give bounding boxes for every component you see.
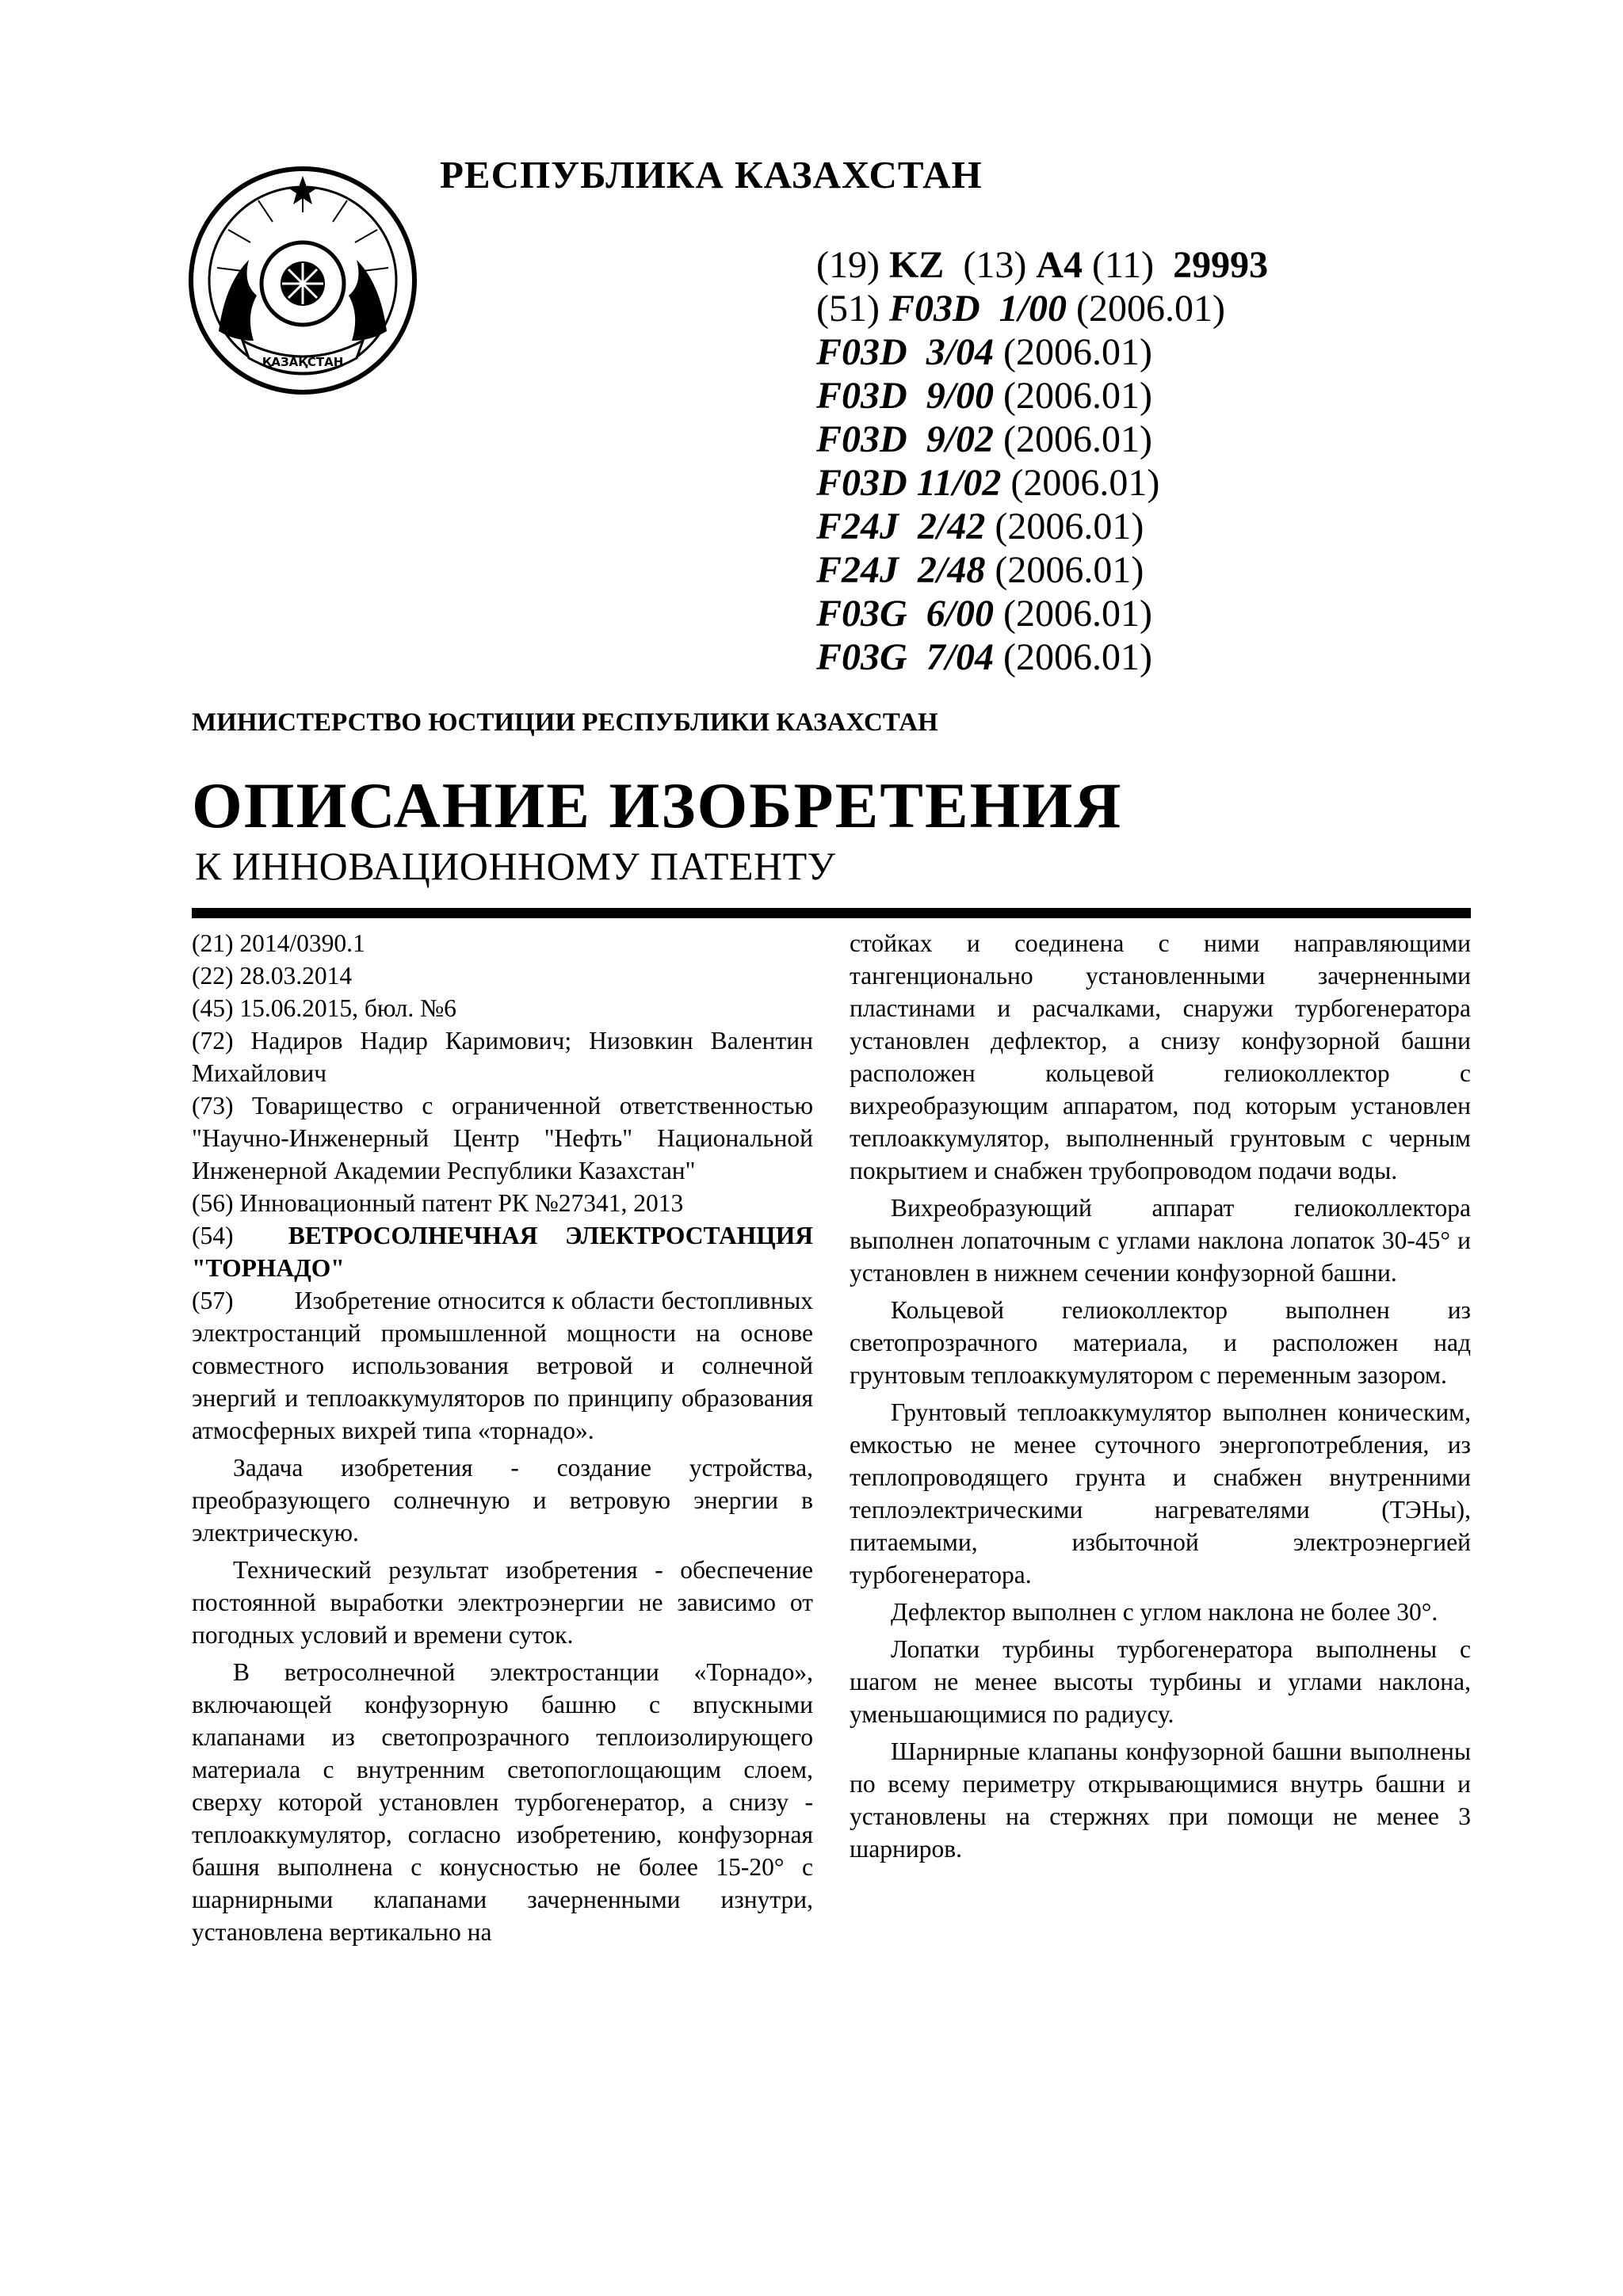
paragraph: В ветросолнечной электростанции «Торнадо», включающей конфузорную башню с впускными клапанами из светопрозрачного теплоизолирующего материала с внутренним светопоглощающим слоем, сверху которой установлен турбогенератор, а снизу - теплоаккумулятор, согласно изобретению, конфузорная башня выполнена с конусностью не более 15-20° с шарнирными клапанами зачерненными изнутри, установлена вертикально на: [192, 1658, 813, 1946]
field-22: (22) 28.03.2014: [192, 962, 353, 990]
document-title: ОПИСАНИЕ ИЗОБРЕТЕНИЯ: [192, 769, 1123, 841]
ipc-version: (2006.01): [1003, 375, 1152, 417]
kind-code: A4: [1036, 244, 1083, 286]
country-title: РЕСПУБЛИКА КАЗАХСТАН: [440, 153, 983, 196]
ipc-group: 9/00: [926, 375, 995, 417]
ipc-group: 2/48: [918, 549, 986, 591]
code-11: (11): [1091, 244, 1155, 286]
paragraph: Грунтовый теплоаккумулятор выполнен коническим, емкостью не менее суточного энергопотребления, из теплопроводящего грунта и снабжен внутренними теплоэлектрическими нагревателями (ТЭНы), питаемыми, избыточной электроэнергией турбогенератора.: [850, 1398, 1471, 1589]
country-code: KZ: [888, 244, 945, 286]
ipc-group: 2/42: [918, 505, 986, 547]
left-column: [192, 927, 813, 1948]
document-subtitle: К ИННОВАЦИОННОМУ ПАТЕНТУ: [195, 844, 836, 888]
invention-title: ВЕТРОСОЛНЕЧНАЯ ЭЛЕКТРОСТАНЦИЯ "ТОРНАДО": [192, 1222, 814, 1282]
ipc-line: [816, 635, 1268, 679]
ipc-group: 7/04: [926, 636, 995, 678]
field-73: (73) Товарищество с ограниченной ответственностью "Научно-Инженерный Центр "Нефть" Национальной Инженерной Академии Республики Казахстан": [192, 1092, 813, 1184]
patent-number: 29993: [1173, 244, 1269, 286]
paragraph: Вихреобразующий аппарат гелиоколлектора выполнен лопаточным с углами наклона лопаток 30-45° и установлен в нижнем сечении конфузорной башни.: [850, 1194, 1471, 1287]
ipc-version: (2006.01): [1076, 288, 1225, 330]
field-56: (56) Инновационный патент РК №27341, 2013: [192, 1189, 684, 1217]
ipc-class: F03G: [816, 593, 907, 635]
ipc-group: 1/00: [999, 288, 1067, 330]
emblem-banner-text: ҚАЗАҚСТАН: [262, 355, 344, 369]
ipc-group: 11/02: [916, 462, 1002, 504]
ipc-version: (2006.01): [1003, 418, 1152, 460]
ipc-version: (2006.01): [995, 549, 1144, 591]
ipc-line: [816, 374, 1268, 418]
field-72: (72) Надиров Надир Каримович; Низовкин Валентин Михайлович: [192, 1027, 813, 1087]
paragraph: Кольцевой гелиоколлектор выполнен из светопрозрачного материала, и расположен над грунтовым теплоаккумулятором с переменным зазором.: [850, 1296, 1471, 1389]
ipc-class: F03D: [816, 331, 907, 373]
ipc-line: [816, 592, 1268, 635]
ipc-class: F24J: [816, 549, 899, 591]
paragraph: Технический результат изобретения - обеспечение постоянной выработки электроэнергии не зависимо от погодных условий и времени суток.: [192, 1556, 813, 1649]
ipc-version: (2006.01): [1003, 331, 1152, 373]
field-21: (21) 2014/0390.1: [192, 929, 365, 957]
ipc-class: F03D: [816, 462, 907, 504]
state-emblem-icon: [187, 165, 418, 396]
paragraph: Дефлектор выполнен с углом наклона не более 30°.: [891, 1598, 1438, 1626]
ipc-class: F03D: [816, 375, 907, 417]
ipc-group: 6/00: [926, 593, 995, 635]
header-rule: [192, 908, 1471, 918]
paragraph: Шарнирные клапаны конфузорной башни выполнены по всему периметру открывающимися внутрь башни и установлены на стержнях при помощи не менее 3 шарниров.: [850, 1737, 1471, 1863]
field-54: [192, 1219, 813, 1284]
codes-line-1: [816, 243, 1268, 287]
ipc-class: F03G: [816, 636, 907, 678]
patent-codes: [816, 243, 1268, 679]
code-51: (51): [816, 288, 880, 330]
ipc-class: F03D: [888, 288, 980, 330]
field-57: [192, 1284, 813, 1447]
ipc-line: [816, 461, 1268, 505]
code-13: (13): [963, 244, 1027, 286]
abstract-intro: Изобретение относится к области бестопливных электростанций промышленной мощности на основе совместного использования ветровой и солнечной энергий и теплоаккумуляторов по принципу образования атмосферных вихрей типа «торнадо».: [192, 1287, 813, 1444]
ipc-version: (2006.01): [1010, 462, 1160, 504]
field-45: (45) 15.06.2015, бюл. №6: [192, 994, 456, 1022]
code-19: (19): [816, 244, 880, 286]
field-57-code: (57): [192, 1287, 234, 1314]
ipc-line: [816, 548, 1268, 592]
ipc-version: (2006.01): [995, 505, 1144, 547]
ipc-line: [816, 330, 1268, 374]
paragraph: стойках и соединена с ними направляющими тангенционально установленными зачерненными пластинами и расчалками, снаружи турбогенератора установлен дефлектор, а снизу конфузорной башни расположен кольцевой гелиоколлектор с вихреобразующим аппаратом, под которым установлен теплоаккумулятор, выполненный грунтовым с черным покрытием и снабжен трубопроводом подачи воды.: [850, 929, 1471, 1184]
field-54-code: (54): [192, 1222, 234, 1249]
ipc-version: (2006.01): [1003, 593, 1152, 635]
ipc-version: (2006.01): [1003, 636, 1152, 678]
paragraph: Задача изобретения - создание устройства, преобразующего солнечную и ветровую энергии в электрическую.: [192, 1454, 813, 1547]
ipc-class: F24J: [816, 505, 899, 547]
codes-line-2: [816, 287, 1268, 330]
ipc-line: [816, 505, 1268, 548]
ipc-group: 3/04: [926, 331, 995, 373]
right-column: [850, 927, 1471, 1865]
ipc-class: F03D: [816, 418, 907, 460]
paragraph: Лопатки турбины турбогенератора выполнены с шагом не менее высоты турбины и углами наклона, уменьшающимися по радиусу.: [850, 1635, 1471, 1728]
ministry-title: МИНИСТЕРСТВО ЮСТИЦИИ РЕСПУБЛИКИ КАЗАХСТАН: [192, 708, 938, 737]
ipc-line: [816, 418, 1268, 461]
ipc-group: 9/02: [926, 418, 995, 460]
